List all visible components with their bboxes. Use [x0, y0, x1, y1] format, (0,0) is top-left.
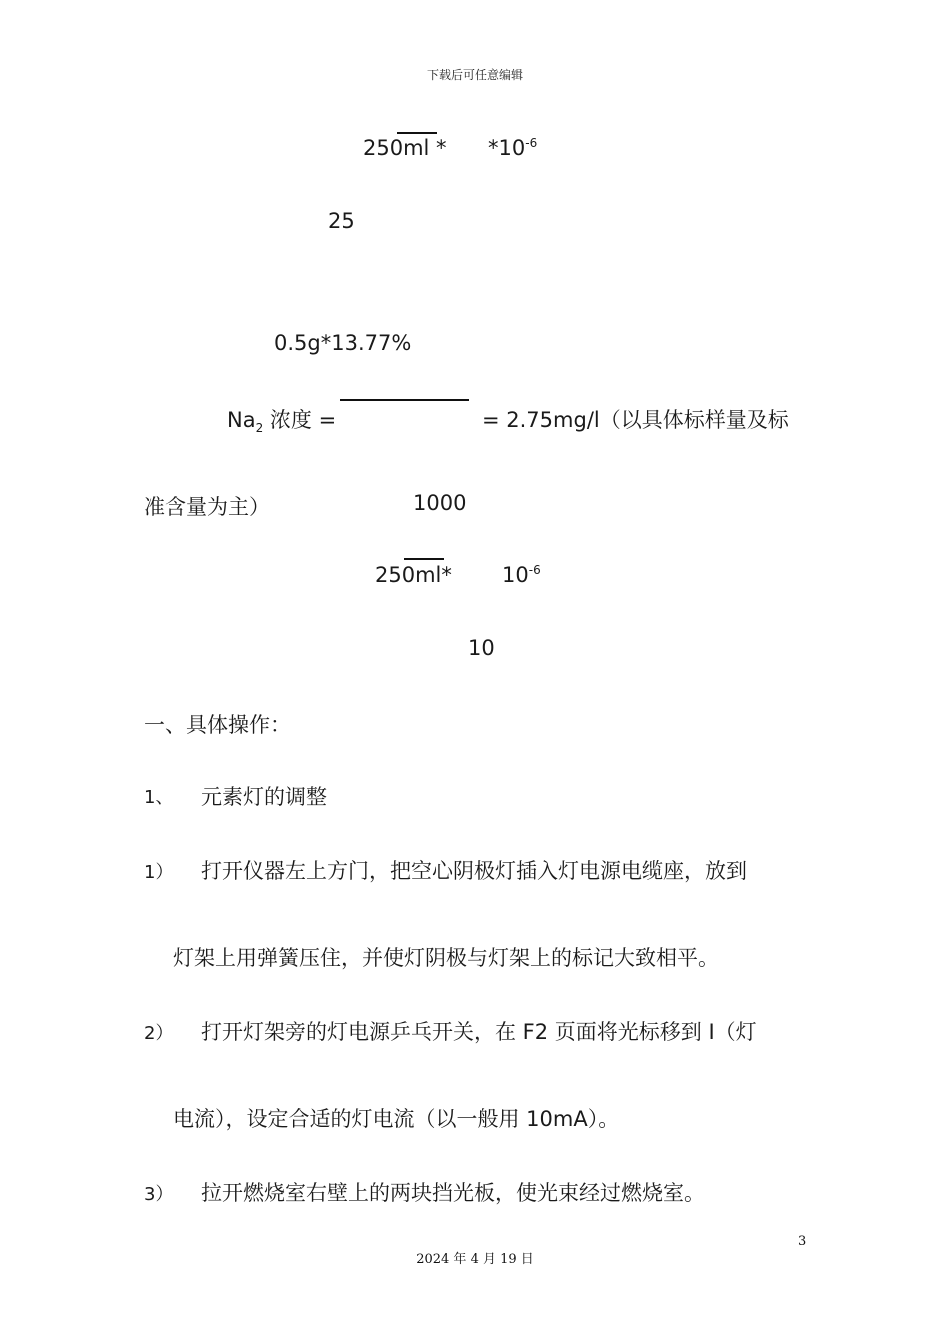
item1-number: 1、: [144, 787, 174, 808]
step2-line1: 打开灯架旁的灯电源乒乓开关，在 F2 页面将光标移到 I（灯: [201, 1020, 757, 1044]
step2-line2: 电流），设定合适的灯电流（以一般用 10mA）。: [173, 1107, 620, 1131]
formula3-exponent: -6: [528, 563, 541, 577]
overline-bar: [404, 558, 444, 560]
formula2-continued: 准含量为主）: [144, 495, 270, 519]
page-number: 3: [798, 1234, 807, 1249]
fraction-bar: [340, 399, 469, 401]
formula3-factor-text: 10: [502, 563, 529, 587]
formula3-numerator: 250ml*: [375, 563, 452, 587]
formula3-factor: [502, 563, 541, 587]
step1-line2: 灯架上用弹簧压住，并使灯阴极与灯架上的标记大致相平。: [173, 946, 719, 970]
item1-title: 元素灯的调整: [201, 785, 327, 809]
formula2-result: = 2.75mg/l（以具体标样量及标: [482, 408, 789, 432]
formula2-denominator: 1000: [413, 491, 467, 515]
formula2-lhs: [227, 404, 336, 434]
step1-line1: 打开仪器左上方门，把空心阴极灯插入灯电源电缆座，放到: [201, 859, 747, 883]
formula1-numerator: [363, 136, 447, 160]
section-heading: 一、具体操作：: [144, 713, 291, 737]
formula1-factor-text: *10: [488, 136, 526, 160]
formula1-denominator: 25: [328, 209, 355, 233]
formula1-exponent: -6: [525, 136, 538, 150]
step2-number: 2）: [144, 1023, 174, 1044]
formula1-factor: [488, 136, 537, 160]
step3-number: 3）: [144, 1184, 174, 1205]
formula3-denominator: 10: [468, 636, 495, 660]
page-header: 下载后可任意编辑: [426, 68, 523, 82]
step1-number: 1）: [144, 862, 174, 883]
step3-line1: 拉开燃烧室右壁上的两块挡光板，使光束经过燃烧室。: [201, 1181, 705, 1205]
formula2-lhs-subscript: 2: [255, 421, 264, 436]
formula2-lhs-main: Na: [227, 408, 256, 432]
footer-date: 2024 年 4 月 19 日: [416, 1252, 534, 1267]
overline-bar: [397, 132, 437, 134]
formula2-numerator: 0.5g*13.77%: [274, 331, 412, 355]
formula1-numerator-text: 250ml *: [363, 136, 447, 160]
formula2-lhs-rest: 浓度 =: [263, 408, 337, 432]
